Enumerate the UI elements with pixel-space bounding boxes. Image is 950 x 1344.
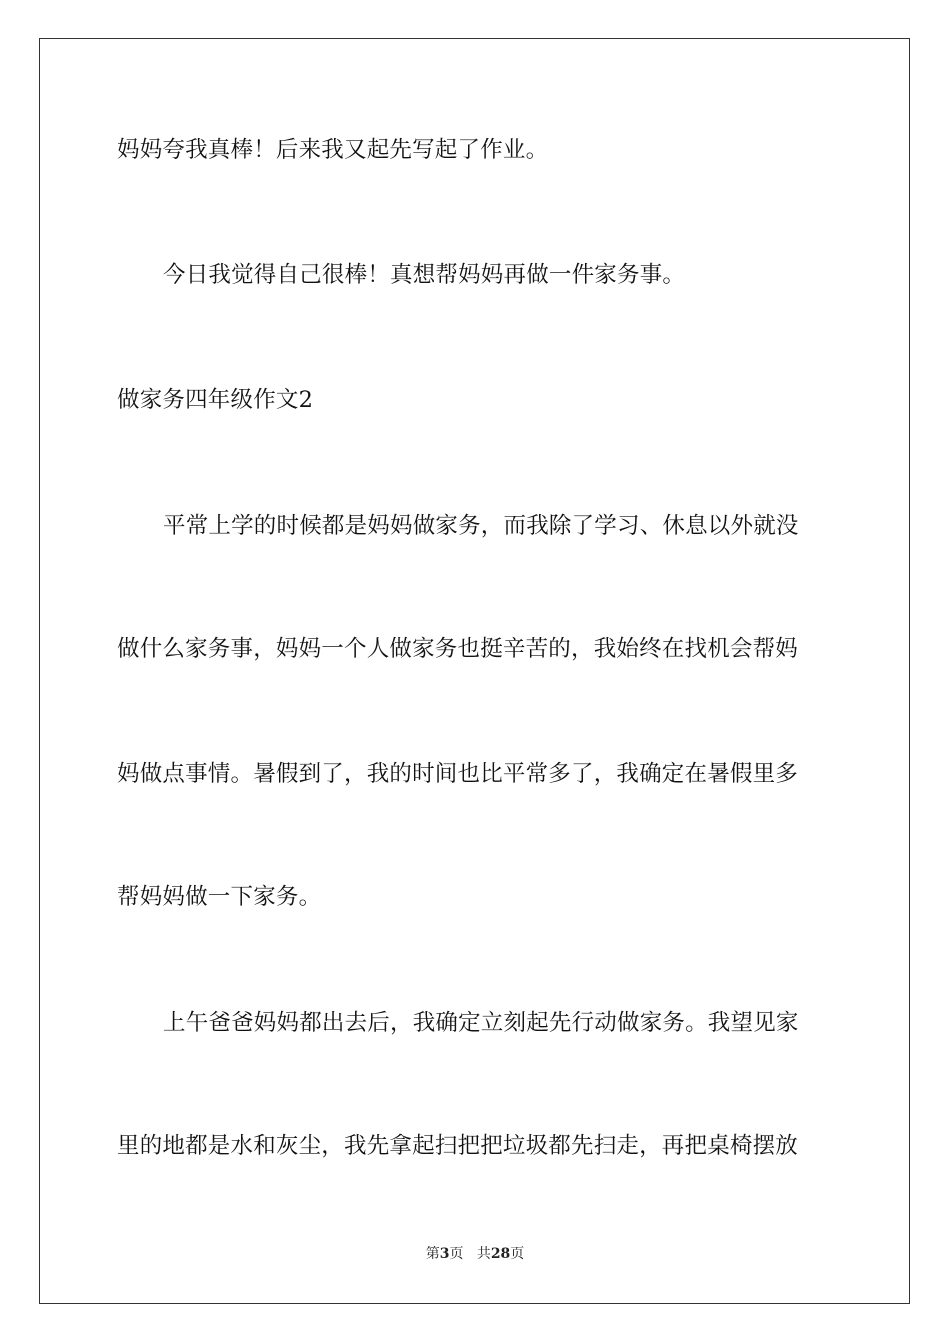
paragraph-line: 做什么家务事，妈妈一个人做家务也挺辛苦的，我始终在找机会帮妈 bbox=[117, 636, 799, 662]
section-heading: 做家务四年级作文2 bbox=[117, 387, 314, 413]
current-page-number: 3 bbox=[439, 1246, 450, 1262]
total-pages-prefix: 共 bbox=[476, 1246, 491, 1262]
total-pages-suffix: 页 bbox=[510, 1246, 525, 1262]
total-pages-number: 28 bbox=[490, 1246, 511, 1262]
page-number-prefix: 第 bbox=[425, 1246, 440, 1262]
paragraph-line: 里的地都是水和灰尘，我先拿起扫把把垃圾都先扫走，再把桌椅摆放 bbox=[117, 1133, 799, 1159]
paragraph-line: 妈做点事情。暑假到了，我的时间也比平常多了，我确定在暑假里多 bbox=[117, 761, 799, 787]
paragraph-line: 上午爸爸妈妈都出去后，我确定立刻起先行动做家务。我望见家 bbox=[163, 1010, 799, 1036]
page-footer bbox=[0, 1244, 950, 1264]
paragraph-line: 平常上学的时候都是妈妈做家务，而我除了学习、休息以外就没 bbox=[163, 513, 799, 539]
page-border bbox=[39, 38, 910, 1304]
paragraph-line: 今日我觉得自己很棒！真想帮妈妈再做一件家务事。 bbox=[163, 262, 686, 288]
page-number-suffix: 页 bbox=[449, 1246, 464, 1262]
paragraph-line: 帮妈妈做一下家务。 bbox=[117, 884, 322, 910]
paragraph-line: 妈妈夸我真棒！后来我又起先写起了作业。 bbox=[117, 137, 549, 163]
